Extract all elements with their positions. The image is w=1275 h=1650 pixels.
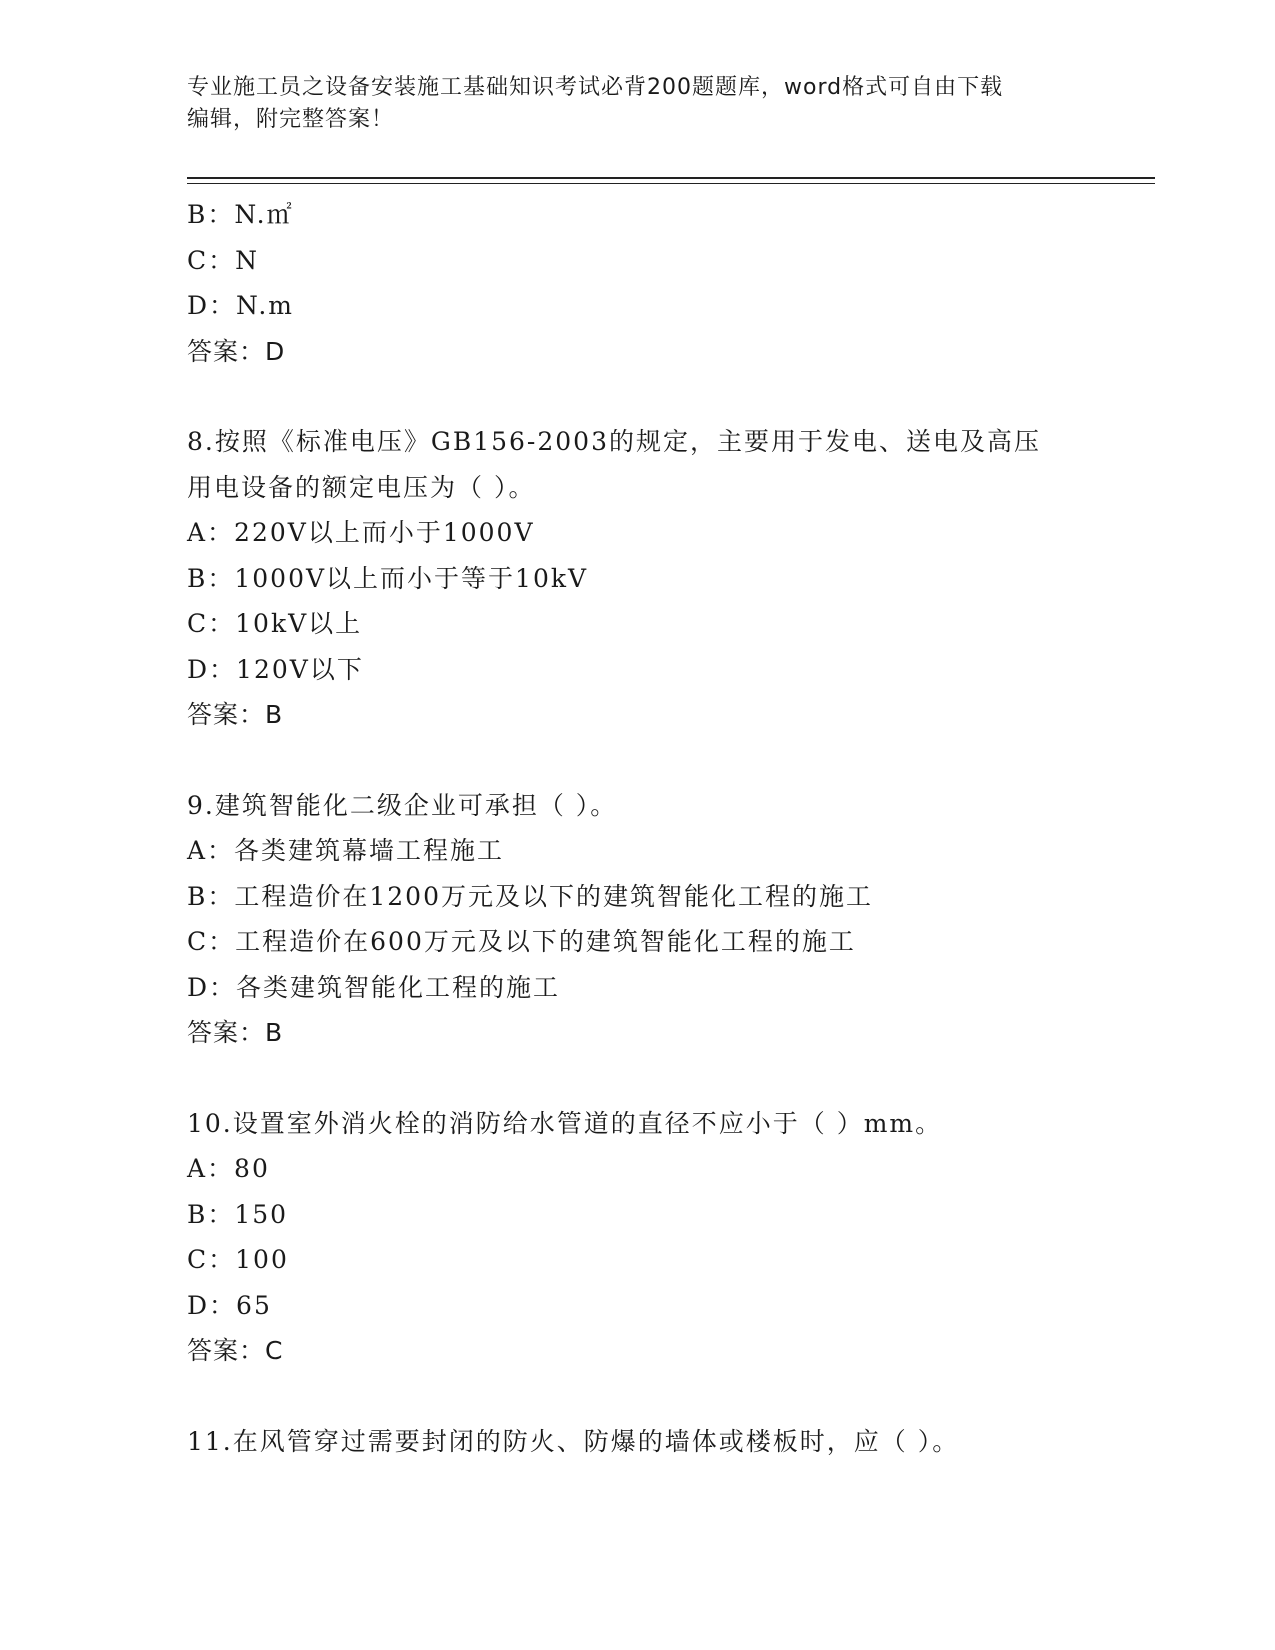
option-a: A：各类建筑幕墙工程施工 xyxy=(187,836,505,865)
question-11 xyxy=(187,1419,1147,1465)
question-9 xyxy=(187,783,1147,1056)
question-list xyxy=(187,192,1147,1464)
question-stem-line-2: 用电设备的额定电压为（ ）。 xyxy=(187,472,536,502)
option-c: C：N xyxy=(187,245,260,275)
header-rule-thin xyxy=(187,183,1155,184)
header-line-1: 专业施工员之设备安装施工基础知识考试必背200题题库，word格式可自由下载 xyxy=(187,75,1004,100)
question-8 xyxy=(187,419,1147,738)
answer: 答案：B xyxy=(187,1018,284,1047)
answer: 答案：C xyxy=(187,1336,284,1365)
option-b: B：1000V以上而小于等于10kV xyxy=(187,563,589,593)
option-a: A：220V以上而小于1000V xyxy=(187,518,535,547)
question-10 xyxy=(187,1101,1147,1374)
answer: 答案：B xyxy=(187,700,284,729)
option-a: A：80 xyxy=(187,1154,270,1183)
option-b: B：150 xyxy=(187,1199,289,1229)
option-c: C：工程造价在600万元及以下的建筑智能化工程的施工 xyxy=(187,927,856,956)
header-line-2: 编辑，附完整答案！ xyxy=(187,107,395,132)
option-b: B：N.㎡ xyxy=(187,200,294,229)
answer: 答案：D xyxy=(187,336,286,366)
question-stem-line-1: 10.设置室外消火栓的消防给水管道的直径不应小于（ ）mm。 xyxy=(187,1108,943,1138)
question-stem-line-1: 8.按照《标准电压》GB156-2003的规定，主要用于发电、送电及高压 xyxy=(187,427,1041,456)
option-d: D：120V以下 xyxy=(187,654,364,684)
option-b: B：工程造价在1200万元及以下的建筑智能化工程的施工 xyxy=(187,881,873,911)
document-header xyxy=(187,72,1087,136)
question-stem-line-1: 9.建筑智能化二级企业可承担（ ）。 xyxy=(187,790,618,820)
option-d: D：65 xyxy=(187,1290,272,1320)
header-rule-thick xyxy=(187,177,1155,179)
question-7 xyxy=(187,192,1147,374)
option-c: C：100 xyxy=(187,1245,289,1274)
option-d: D：各类建筑智能化工程的施工 xyxy=(187,972,561,1002)
option-c: C：10kV以上 xyxy=(187,609,363,638)
question-stem-line-1: 11.在风管穿过需要封闭的防火、防爆的墙体或楼板时，应（ ）。 xyxy=(187,1426,960,1456)
option-d: D：N.m xyxy=(187,291,294,320)
